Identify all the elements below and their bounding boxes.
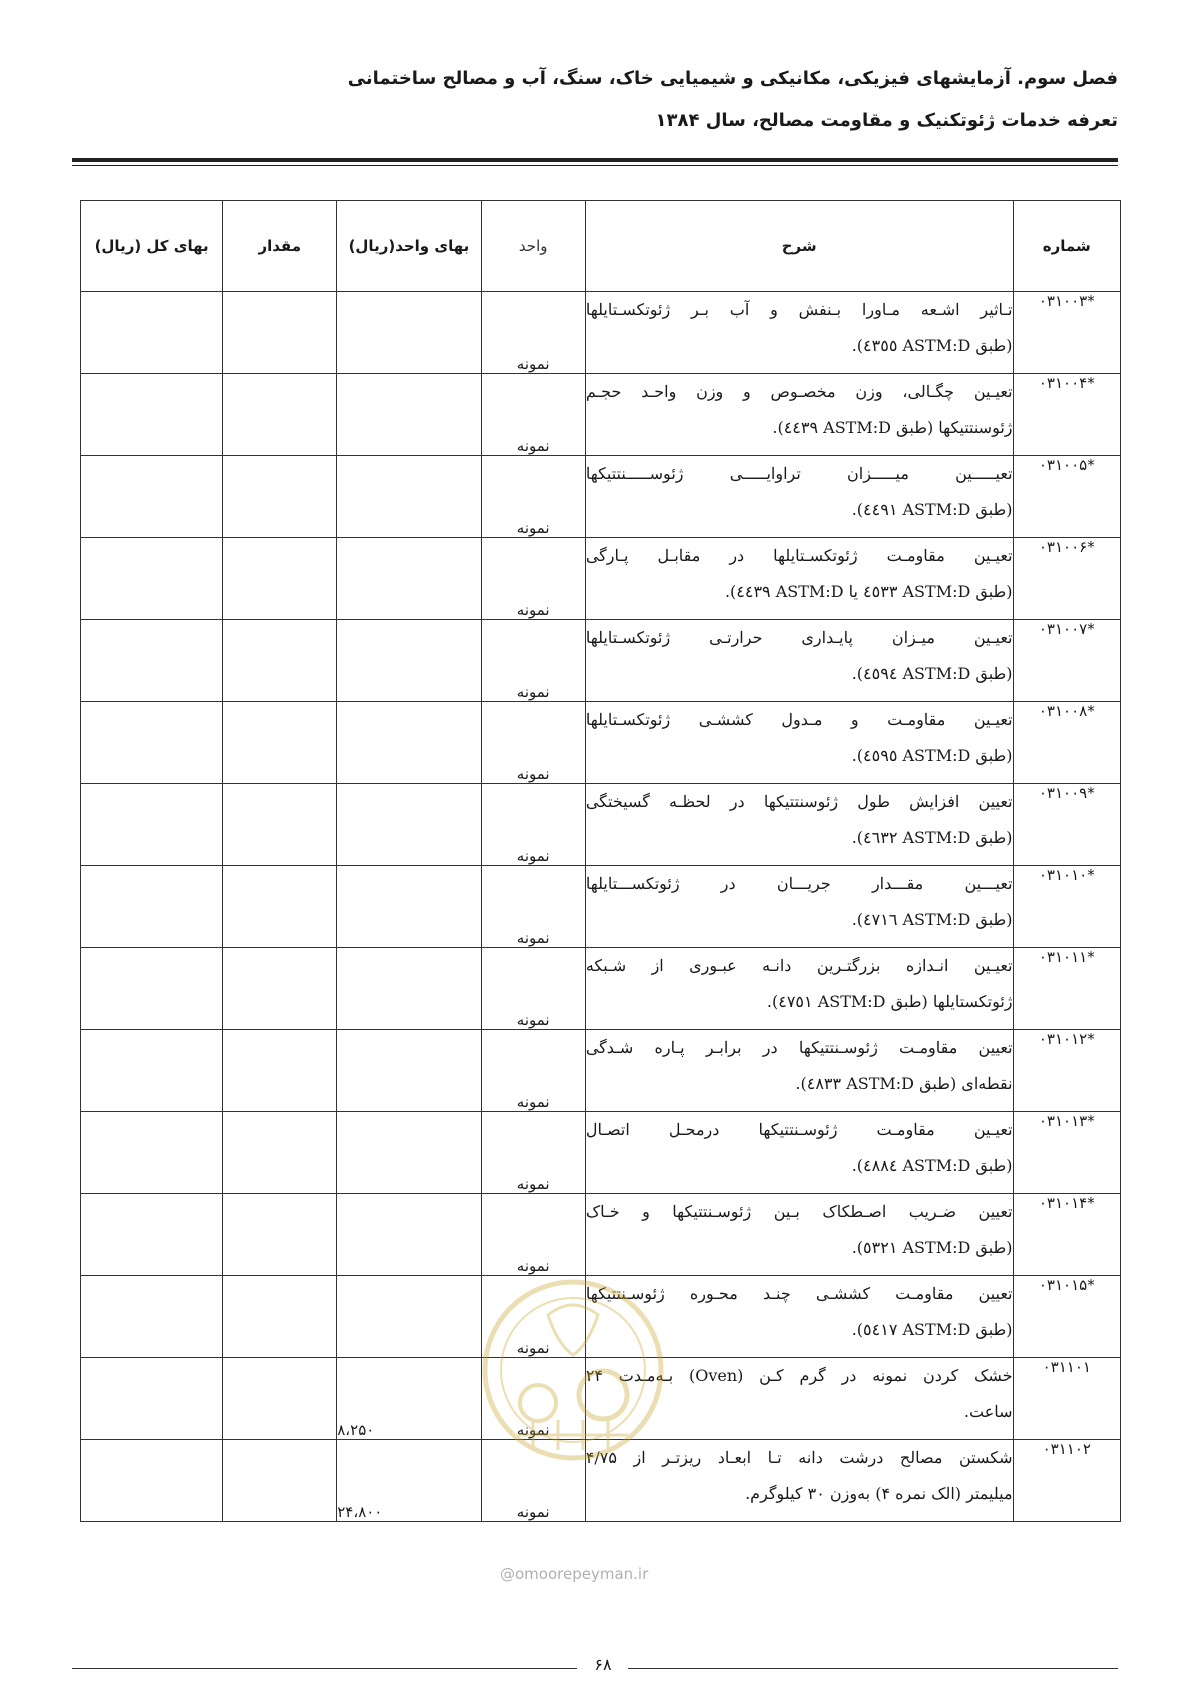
description-line: (طبق ASTM:D ٤٧١٦). [851, 910, 1013, 929]
table-row [81, 620, 1121, 702]
item-number: *۰۳۱۰۰۷ [1013, 620, 1120, 702]
description-line: (طبق ASTM:D ٤٤٩١). [851, 500, 1013, 519]
item-description [585, 456, 1013, 538]
item-number: *۰۳۱۰۰۶ [1013, 538, 1120, 620]
item-unit-price [337, 292, 481, 374]
description-line: تعیین افزایش طول ژئوسنتتیکها در لحظـه گسیختگی [585, 792, 1013, 811]
item-total-price [81, 1194, 223, 1276]
item-unit-price [337, 1276, 481, 1358]
item-number: *۰۳۱۰۱۰ [1013, 866, 1120, 948]
table-row [81, 1030, 1121, 1112]
item-number: *۰۳۱۰۰۸ [1013, 702, 1120, 784]
item-unit: نمونه [481, 1358, 585, 1440]
header-rule-thick [72, 158, 1118, 162]
description-line: ساعت. [963, 1402, 1013, 1421]
item-number: ۰۳۱۱۰۲ [1013, 1440, 1120, 1522]
description-line: تعیین مقاومـت ژئوسـنتتیکها در برابـر پـاره شـدگی [585, 1038, 1013, 1057]
item-total-price [81, 1276, 223, 1358]
table-row [81, 1358, 1121, 1440]
page-header [72, 58, 1118, 142]
item-quantity [223, 866, 337, 948]
table-row [81, 374, 1121, 456]
item-total-price [81, 1112, 223, 1194]
item-number: *۰۳۱۰۱۲ [1013, 1030, 1120, 1112]
description-line: تعیـــــین میـــــزان تراوایـــــی ژئوســـــنتتیکها [585, 464, 1013, 483]
page-number: ۶۸ [594, 1655, 612, 1674]
description-line: تعیین ضـریب اصـطکاک بـین ژئوسـنتتیکها و خـاک [585, 1202, 1013, 1221]
item-description [585, 948, 1013, 1030]
description-line: (طبق ASTM:D ٤٣٥٥). [851, 336, 1013, 355]
item-unit-price [337, 1112, 481, 1194]
item-unit-price [337, 866, 481, 948]
item-description [585, 620, 1013, 702]
item-total-price [81, 1030, 223, 1112]
header-unit-price: بهای واحد(ریال) [337, 201, 481, 292]
item-unit: نمونه [481, 702, 585, 784]
item-total-price [81, 948, 223, 1030]
item-total-price [81, 456, 223, 538]
item-quantity [223, 1112, 337, 1194]
item-description [585, 1194, 1013, 1276]
item-unit: نمونه [481, 784, 585, 866]
item-description [585, 1358, 1013, 1440]
table-row [81, 1276, 1121, 1358]
table-row [81, 1112, 1121, 1194]
item-number: *۰۳۱۰۰۴ [1013, 374, 1120, 456]
item-number: *۰۳۱۰۰۵ [1013, 456, 1120, 538]
description-line: نقطه‌ای (طبق ASTM:D ٤٨٣٣). [795, 1074, 1013, 1093]
table-row [81, 1440, 1121, 1522]
item-quantity [223, 292, 337, 374]
description-line: تـاثیر اشـعه مـاورا بـنفش و آب بـر ژئوتکسـتایلها [585, 300, 1013, 319]
description-line: (طبق ASTM:D ٥٣٢١). [851, 1238, 1013, 1257]
table-row [81, 538, 1121, 620]
item-quantity [223, 620, 337, 702]
item-quantity [223, 456, 337, 538]
item-total-price [81, 702, 223, 784]
item-total-price [81, 374, 223, 456]
description-line: تعیـین انـدازه بزرگتـرین دانـه عبـوری از شـبکه [585, 956, 1013, 975]
item-unit: نمونه [481, 620, 585, 702]
item-number: *۰۳۱۰۰۹ [1013, 784, 1120, 866]
table-row [81, 1194, 1121, 1276]
item-unit-price [337, 538, 481, 620]
item-total-price [81, 1440, 223, 1522]
item-number: *۰۳۱۰۱۴ [1013, 1194, 1120, 1276]
item-unit: نمونه [481, 1030, 585, 1112]
item-quantity [223, 702, 337, 784]
item-total-price [81, 784, 223, 866]
item-unit: نمونه [481, 1276, 585, 1358]
item-quantity [223, 1194, 337, 1276]
item-unit: نمونه [481, 1112, 585, 1194]
item-unit-price [337, 784, 481, 866]
table-row [81, 702, 1121, 784]
header-rule-thin [72, 165, 1118, 166]
item-quantity [223, 538, 337, 620]
item-quantity [223, 1358, 337, 1440]
description-line: خشک کردن نمونه در گرم کـن (Oven) بـه‌مـدت ۲۴ [585, 1366, 1013, 1385]
item-quantity [223, 1030, 337, 1112]
description-line: تعیـین چگـالی، وزن مخصـوص و وزن واحـد حجـم [585, 382, 1013, 401]
item-unit: نمونه [481, 948, 585, 1030]
item-quantity [223, 1276, 337, 1358]
item-description [585, 1276, 1013, 1358]
item-total-price [81, 538, 223, 620]
description-line: (طبق ASTM:D ٤٥٩٥). [851, 746, 1013, 765]
table-row [81, 784, 1121, 866]
item-unit-price [337, 702, 481, 784]
item-description [585, 1112, 1013, 1194]
footer-rule-right [628, 1668, 1118, 1669]
item-unit-price [337, 1194, 481, 1276]
header-total-price: بهای کل (ریال) [81, 201, 223, 292]
description-line: (طبق ASTM:D ٤٦٣٢). [851, 828, 1013, 847]
item-unit-price: ۸،۲۵۰ [337, 1358, 481, 1440]
description-line: تعیـین مقاومـت ژئوسـنتتیکها درمحـل اتصـال [585, 1120, 1013, 1139]
item-description [585, 1030, 1013, 1112]
table-row [81, 866, 1121, 948]
item-total-price [81, 620, 223, 702]
item-quantity [223, 1440, 337, 1522]
tariff-subtitle: تعرفه خدمات ژئوتکنیک و مقاومت مصالح، سال ۱۳۸۴ [655, 110, 1118, 131]
item-unit: نمونه [481, 1194, 585, 1276]
item-unit-price [337, 620, 481, 702]
item-description [585, 702, 1013, 784]
header-unit: واحد [481, 201, 585, 292]
description-line: (طبق ASTM:D ٤٥٩٤). [851, 664, 1013, 683]
item-quantity [223, 948, 337, 1030]
description-line: تعیین مقاومـت کششـی چنـد محـوره ژئوسـنتتیکها [585, 1284, 1013, 1303]
item-number: *۰۳۱۰۱۳ [1013, 1112, 1120, 1194]
table-row [81, 456, 1121, 538]
item-total-price [81, 292, 223, 374]
item-description [585, 784, 1013, 866]
item-unit: نمونه [481, 1440, 585, 1522]
footer-rule-left [72, 1668, 577, 1669]
item-quantity [223, 784, 337, 866]
header-quantity: مقدار [223, 201, 337, 292]
item-description [585, 1440, 1013, 1522]
table-row [81, 948, 1121, 1030]
table-header-row [81, 201, 1121, 292]
description-line: میلیمتر (الک نمره ۴) به‌وزن ۳۰ کیلوگرم. [745, 1484, 1013, 1503]
item-number: ۰۳۱۱۰۱ [1013, 1358, 1120, 1440]
description-line: (طبق ASTM:D ٥٤١٧). [851, 1320, 1013, 1339]
item-unit-price: ۲۴،۸۰۰ [337, 1440, 481, 1522]
item-unit: نمونه [481, 374, 585, 456]
tariff-table [80, 200, 1121, 1522]
description-line: تعیـــین مقـــدار جریـــان در ژئوتکســـتایلها [585, 874, 1013, 893]
item-unit: نمونه [481, 456, 585, 538]
item-unit: نمونه [481, 866, 585, 948]
item-total-price [81, 1358, 223, 1440]
item-description [585, 374, 1013, 456]
item-unit-price [337, 948, 481, 1030]
item-number: *۰۳۱۰۱۱ [1013, 948, 1120, 1030]
item-total-price [81, 866, 223, 948]
item-number: *۰۳۱۰۱۵ [1013, 1276, 1120, 1358]
item-number: *۰۳۱۰۰۳ [1013, 292, 1120, 374]
item-unit-price [337, 456, 481, 538]
watermark-url: @omoorepeyman.ir [500, 1565, 649, 1583]
item-unit: نمونه [481, 538, 585, 620]
item-unit: نمونه [481, 292, 585, 374]
item-description [585, 866, 1013, 948]
description-line: شکستن مصالح درشت دانه تـا ابعـاد ریزتـر از ۴/۷۵ [585, 1448, 1013, 1467]
item-quantity [223, 374, 337, 456]
chapter-title: فصل سوم. آزمایشهای فیزیکی، مکانیکی و شیمیایی خاک، سنگ، آب و مصالح ساختمانی [347, 68, 1118, 89]
description-line: ژئوسنتتیکها (طبق ASTM:D ٤٤٣٩). [772, 418, 1013, 437]
description-line: (طبق ASTM:D ٤٥٣٣ یا ASTM:D ٤٤٣٩). [724, 582, 1013, 601]
description-line: تعیـین مقاومـت ژئوتکسـتایلها در مقابـل پـارگی [585, 546, 1013, 565]
description-line: تعیـین میـزان پایـداری حرارتـی ژئوتکسـتایلها [585, 628, 1013, 647]
item-unit-price [337, 374, 481, 456]
item-description [585, 292, 1013, 374]
header-number: شماره [1013, 201, 1120, 292]
description-line: تعیـین مقاومـت و مـدول کششـی ژئوتکسـتایلها [585, 710, 1013, 729]
item-unit-price [337, 1030, 481, 1112]
table-row [81, 292, 1121, 374]
item-description [585, 538, 1013, 620]
header-description: شرح [585, 201, 1013, 292]
description-line: (طبق ASTM:D ٤٨٨٤). [851, 1156, 1013, 1175]
description-line: ژئوتکستایلها (طبق ASTM:D ٤٧٥١). [766, 992, 1013, 1011]
